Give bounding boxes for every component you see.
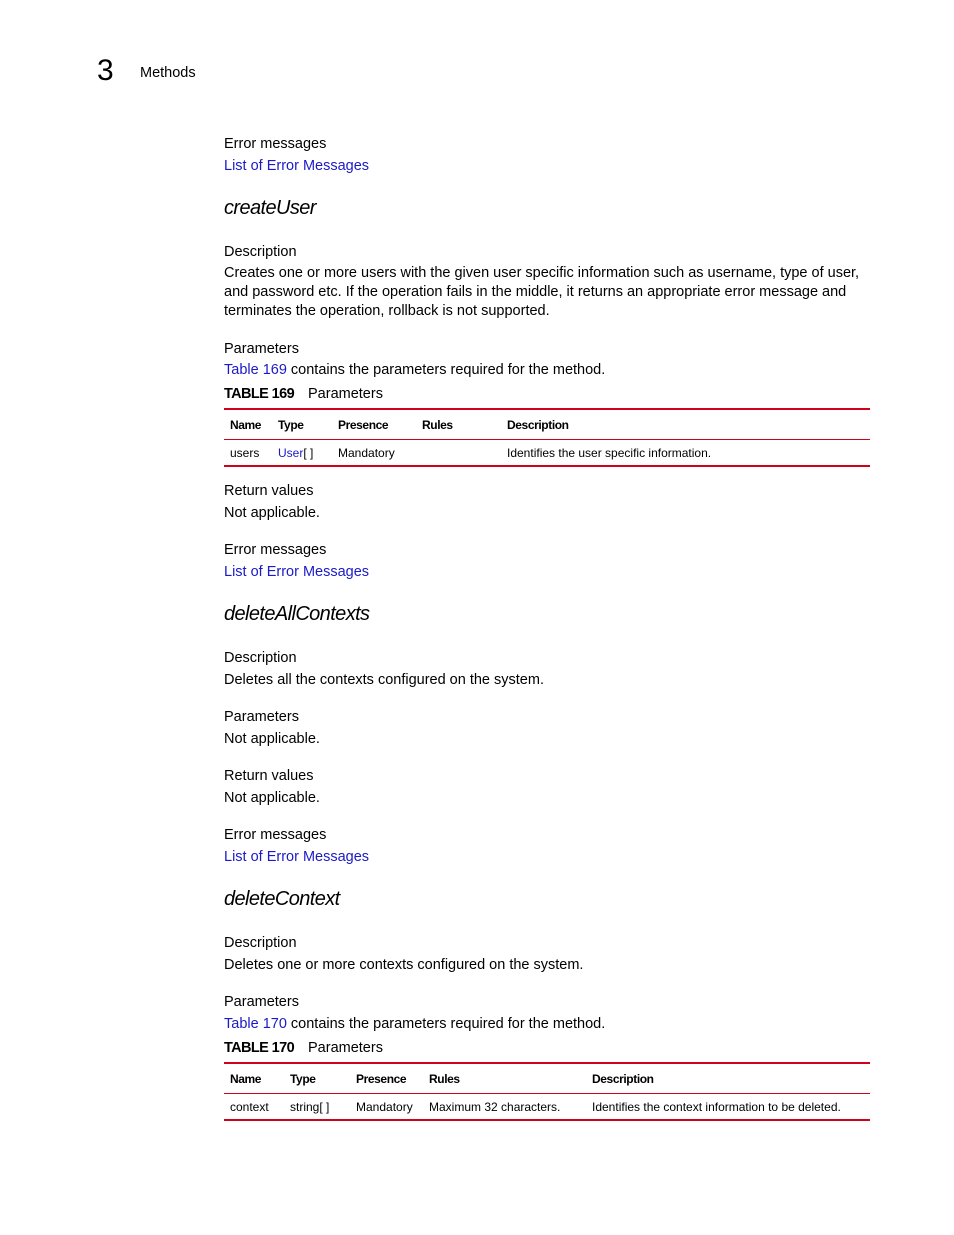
cell-type: string[ ] (284, 1094, 350, 1121)
parameters-suffix: contains the parameters required for the method. (286, 362, 606, 378)
parameters-text (224, 361, 870, 380)
parameters-heading: Parameters (224, 994, 299, 1010)
error-messages-link[interactable]: List of Error Messages (224, 158, 370, 174)
parameters-suffix: contains the parameters required for the method. (286, 1016, 606, 1032)
cell-name: users (224, 440, 272, 467)
table-caption-label: TABLE 169 (224, 386, 295, 402)
table-caption (224, 1040, 383, 1056)
column-header: Presence (332, 409, 416, 440)
parameters-table-169 (224, 408, 870, 467)
table-header-row (224, 1063, 870, 1094)
table-caption-title: Parameters (308, 386, 383, 402)
error-messages-heading: Error messages (224, 542, 327, 558)
error-messages-link[interactable]: List of Error Messages (224, 849, 370, 865)
return-values-heading: Return values (224, 768, 314, 784)
description-heading: Description (224, 935, 297, 951)
section-title-deleteallcontexts: deleteAllContexts (224, 603, 370, 625)
cell-description: Identifies the user specific information. (501, 440, 870, 467)
description-text: Deletes one or more contexts configured on the system. (224, 957, 584, 973)
column-header: Name (224, 409, 272, 440)
description-heading: Description (224, 650, 297, 666)
return-values-text: Not applicable. (224, 505, 320, 521)
parameters-text: Not applicable. (224, 731, 320, 747)
column-header: Presence (350, 1063, 423, 1094)
column-header: Type (272, 409, 332, 440)
table-169-link[interactable]: Table 169 (224, 362, 287, 378)
chapter-number: 3 (97, 54, 114, 87)
type-suffix: [ ] (303, 445, 314, 460)
column-header: Description (586, 1063, 870, 1094)
table-row (224, 440, 870, 467)
column-header: Description (501, 409, 870, 440)
section-title-createuser: createUser (224, 197, 316, 219)
cell-type (272, 440, 332, 467)
cell-presence: Mandatory (350, 1094, 423, 1121)
section-title-deletecontext: deleteContext (224, 888, 340, 910)
return-values-heading: Return values (224, 483, 314, 499)
parameters-table-170 (224, 1062, 870, 1121)
table-row (224, 1094, 870, 1121)
column-header: Name (224, 1063, 284, 1094)
table-caption-title: Parameters (308, 1040, 383, 1056)
table-header-row (224, 409, 870, 440)
chapter-title: Methods (140, 65, 196, 81)
column-header: Rules (416, 409, 501, 440)
return-values-text: Not applicable. (224, 790, 320, 806)
parameters-text (224, 1015, 870, 1034)
error-messages-heading: Error messages (224, 827, 327, 843)
cell-description: Identifies the context information to be deleted. (586, 1094, 870, 1121)
table-170-link[interactable]: Table 170 (224, 1016, 287, 1032)
cell-rules (416, 440, 501, 467)
user-type-link[interactable]: User (278, 445, 304, 460)
description-text: Creates one or more users with the given user specific information such as username, type of user, and password etc. If the operation fails in the middle, it returns an appropriate error message and terminates the operation, rollback is not supported. (224, 265, 860, 319)
table-caption-label: TABLE 170 (224, 1040, 295, 1056)
cell-rules: Maximum 32 characters. (423, 1094, 586, 1121)
cell-name: context (224, 1094, 284, 1121)
cell-presence: Mandatory (332, 440, 416, 467)
description-text: Deletes all the contexts configured on the system. (224, 672, 544, 688)
column-header: Rules (423, 1063, 586, 1094)
parameters-heading: Parameters (224, 709, 299, 725)
parameters-heading: Parameters (224, 341, 299, 357)
table-caption (224, 386, 383, 402)
description-heading: Description (224, 244, 297, 260)
error-messages-heading: Error messages (224, 136, 327, 152)
column-header: Type (284, 1063, 350, 1094)
error-messages-link[interactable]: List of Error Messages (224, 564, 370, 580)
